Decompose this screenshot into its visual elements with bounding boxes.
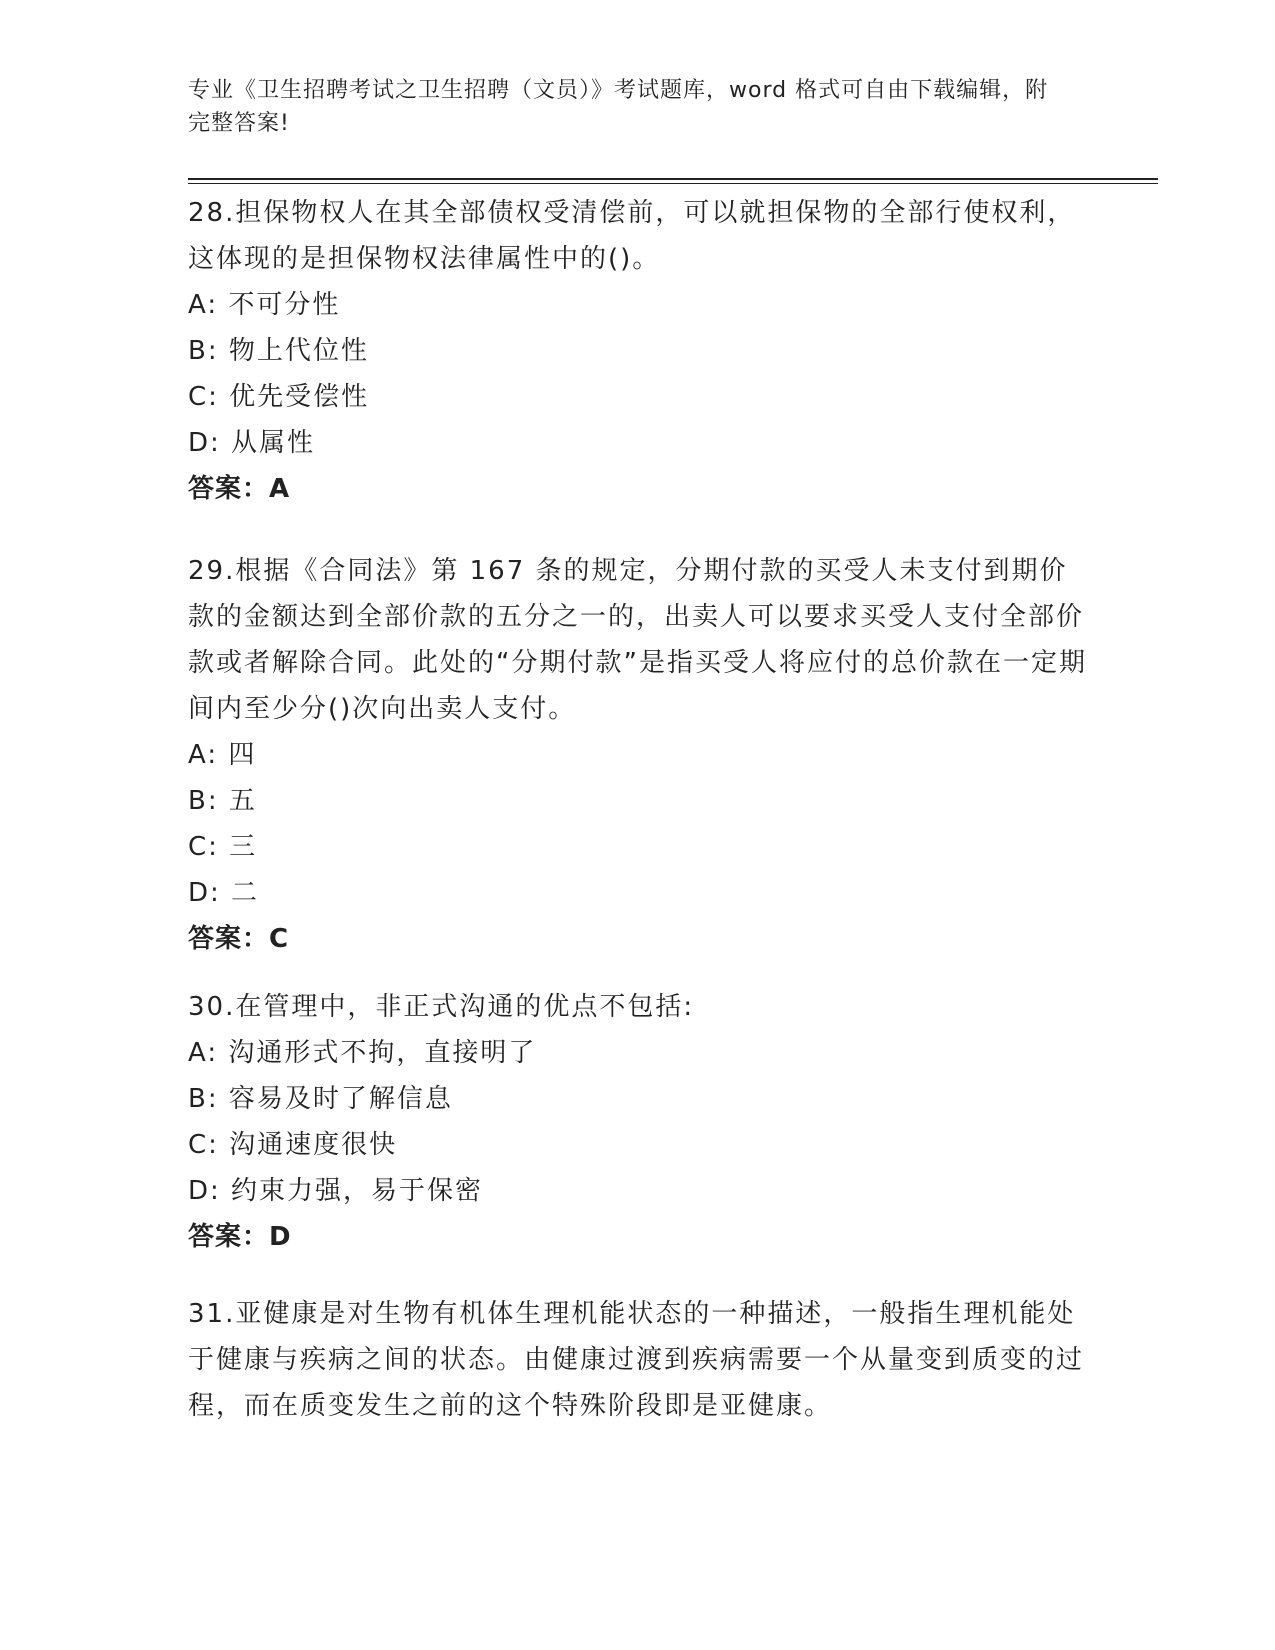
option-b: B: 五 (188, 786, 257, 816)
option-d: D: 二 (188, 878, 260, 908)
document-header: 专业《卫生招聘考试之卫生招聘（文员）》考试题库，word 格式可自由下载编辑，附完整答案! (188, 78, 1049, 136)
answer: 答案：D (188, 1222, 292, 1252)
option-a: A: 不可分性 (188, 290, 341, 320)
question-31 (188, 1291, 1088, 1429)
option-a: A: 沟通形式不拘，直接明了 (188, 1038, 537, 1068)
option-d: D: 约束力强，易于保密 (188, 1176, 484, 1206)
option-c: C: 优先受偿性 (188, 382, 370, 412)
question-28 (188, 190, 1088, 512)
option-a: A: 四 (188, 740, 257, 770)
option-c: C: 三 (188, 832, 258, 862)
option-b: B: 容易及时了解信息 (188, 1084, 453, 1114)
answer: 答案：A (188, 474, 291, 504)
option-b: B: 物上代位性 (188, 336, 369, 366)
question-stem: 30.在管理中，非正式沟通的优点不包括: (188, 992, 695, 1022)
question-29 (188, 548, 1088, 962)
header-divider-thick (188, 178, 1158, 180)
option-d: D: 从属性 (188, 428, 316, 458)
option-c: C: 沟通速度很快 (188, 1130, 398, 1160)
question-stem: 29.根据《合同法》第 167 条的规定，分期付款的买受人未支付到期价款的金额达到全部价款的五分之一的，出卖人可以要求买受人支付全部价款或者解除合同。此处的“分期付款”是指买受人将应付的总价款在一定期间内至少分()次向出卖人支付。 (188, 556, 1087, 724)
question-30 (188, 984, 1088, 1260)
question-stem: 28.担保物权人在其全部债权受清偿前，可以就担保物的全部行使权利，这体现的是担保物权法律属性中的()。 (188, 198, 1076, 274)
header-divider-thin (188, 183, 1158, 184)
question-stem: 31.亚健康是对生物有机体生理机能状态的一种描述，一般指生理机能处于健康与疾病之间的状态。由健康过渡到疾病需要一个从量变到质变的过程，而在质变发生之前的这个特殊阶段即是亚健康。 (188, 1299, 1085, 1421)
answer: 答案：C (188, 924, 290, 954)
